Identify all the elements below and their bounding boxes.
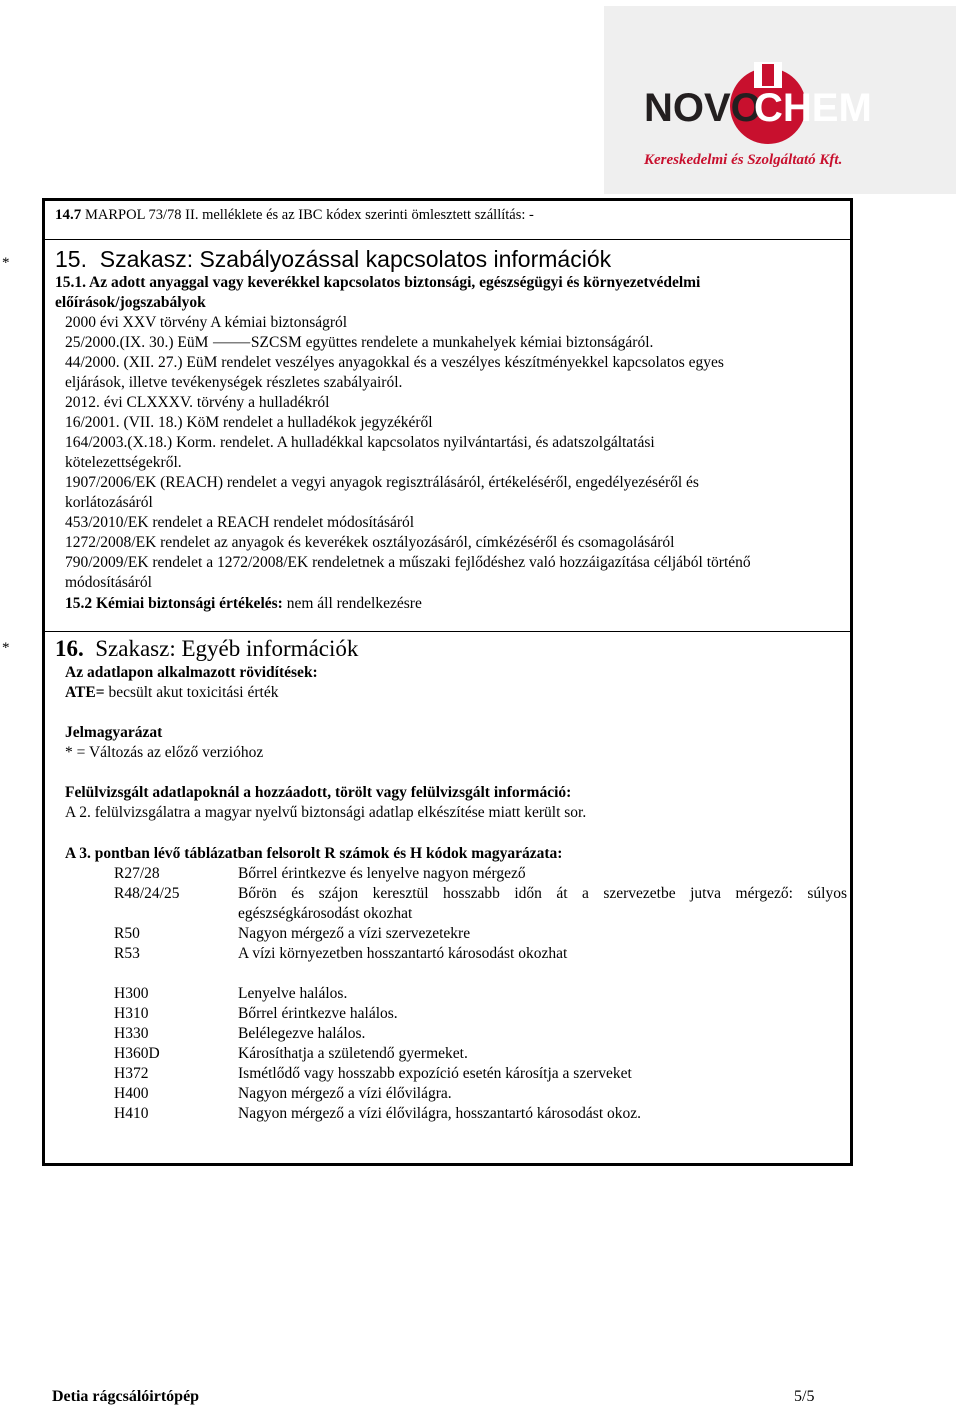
novochem-logo-graphic xyxy=(604,6,956,194)
regulation-line: 2000 évi XXV törvény A kémiai biztonságról xyxy=(65,314,348,331)
h-code-description: Károsíthatja a születendő gyermeket. xyxy=(238,1045,468,1062)
legend-text: * = Változás az előző verzióhoz xyxy=(65,744,264,761)
r-code-description: Bőrrel érintkezve és lenyelve nagyon mérgező xyxy=(238,865,526,882)
r-code: R27/28 xyxy=(114,865,160,882)
r-code-description-cont: egészségkárosodást okozhat xyxy=(238,905,413,922)
regulation-line: 25/2000.(IX. 30.) EüM ⸻SZCSM együttes rendelete a munkahelyek kémiai biztonságáról. xyxy=(65,334,654,351)
section-15-1-heading: 15.1. Az adott anyaggal vagy keverékkel kapcsolatos biztonsági, egészségügyi és környezetvédelmi xyxy=(55,274,701,291)
r-code: R50 xyxy=(114,925,140,942)
revision-text: A 2. felülvizsgálatra a magyar nyelvű biztonsági adatlap elkészítése miatt került sor. xyxy=(65,804,587,821)
regulation-line: 16/2001. (VII. 18.) KöM rendelet a hulladékok jegyzékéről xyxy=(65,414,433,431)
regulation-line: 2012. évi CLXXXV. törvény a hulladékról xyxy=(65,394,330,411)
r-code: R48/24/25 xyxy=(114,885,180,902)
h-code-description: Bőrrel érintkezve halálos. xyxy=(238,1005,398,1022)
r-code-description: A vízi környezetben hosszantartó károsodást okozhat xyxy=(238,945,568,962)
r-code-description: Nagyon mérgező a vízi szervezetekre xyxy=(238,925,471,942)
logo-brand-right: CHEM xyxy=(754,86,872,130)
regulation-line: kötelezettségekről. xyxy=(65,454,182,471)
regulation-line: korlátozásáról xyxy=(65,494,153,511)
section-15-heading: 15. Szakasz: Szabályozással kapcsolatos információk xyxy=(55,246,612,272)
h-code: H400 xyxy=(114,1085,149,1102)
r-code-description: Bőrön és szájon keresztül hosszabb időn át a szervezetbe jutva mérgező: súlyos xyxy=(238,885,847,902)
divider xyxy=(45,239,850,240)
footer-product-name: Detia rágcsálóirtópép xyxy=(52,1388,200,1405)
logo-subtitle: Kereskedelmi és Szolgáltató Kft. xyxy=(644,152,843,168)
h-code: H300 xyxy=(114,985,149,1002)
section-16-heading: 16. Szakasz: Egyéb információk xyxy=(55,636,359,661)
ate-definition: ATE= becsült akut toxicitási érték xyxy=(65,684,279,701)
section-15-1-heading-cont: előírások/jogszabályok xyxy=(55,294,206,311)
change-marker-15: * xyxy=(2,255,10,271)
regulation-line: 453/2010/EK rendelet a REACH rendelet módosításáról xyxy=(65,514,415,531)
regulation-line: 790/2009/EK rendelet a 1272/2008/EK rendeletnek a műszaki fejlődéshez való hozzáigazítása céljából történő xyxy=(65,554,751,571)
logo-brand-left: NOVO xyxy=(644,86,762,130)
divider xyxy=(45,631,850,632)
company-logo xyxy=(604,6,956,194)
regulation-line: módosításáról xyxy=(65,574,152,591)
h-code: H410 xyxy=(114,1105,149,1122)
regulation-line: 1272/2008/EK rendelet az anyagok és keverékek osztályozásáról, címkézéséről és csomagolásáról xyxy=(65,534,675,551)
h-code: H330 xyxy=(114,1025,149,1042)
h-code: H372 xyxy=(114,1065,149,1082)
h-code: H310 xyxy=(114,1005,149,1022)
regulation-line: 1907/2006/EK (REACH) rendelet a vegyi anyagok regisztrálásáról, értékeléséről, engedélyezéséről és xyxy=(65,474,699,491)
r-code: R53 xyxy=(114,945,140,962)
regulation-line: eljárások, illetve tevékenységek részletes szabályairól. xyxy=(65,374,403,391)
section-15-2: 15.2 Kémiai biztonsági értékelés: nem áll rendelkezésre xyxy=(65,595,422,612)
change-marker-16: * xyxy=(2,640,10,656)
h-code-description: Nagyon mérgező a vízi élővilágra. xyxy=(238,1085,452,1102)
h-code-description: Lenyelve halálos. xyxy=(238,985,348,1002)
h-code-description: Belélegezve halálos. xyxy=(238,1025,366,1042)
section-14-7: 14.7 MARPOL 73/78 II. melléklete és az IBC kódex szerinti ömlesztett szállítás: - xyxy=(55,207,534,223)
h-code-description: Nagyon mérgező a vízi élővilágra, hosszantartó károsodást okoz. xyxy=(238,1105,642,1122)
codes-heading: A 3. pontban lévő táblázatban felsorolt R számok és H kódok magyarázata: xyxy=(65,845,563,862)
legend-heading: Jelmagyarázat xyxy=(65,724,163,741)
h-code-description: Ismétlődő vagy hosszabb expozíció esetén károsítja a szerveket xyxy=(238,1065,632,1082)
footer-page-number: 5/5 xyxy=(794,1388,815,1405)
h-code: H360D xyxy=(114,1045,160,1062)
regulation-line: 164/2003.(X.18.) Korm. rendelet. A hulladékkal kapcsolatos nyilvántartási, és adatszolgáltatási xyxy=(65,434,655,451)
document-frame xyxy=(42,198,853,1166)
revision-heading: Felülvizsgált adatlapoknál a hozzáadott, törölt vagy felülvizsgált információ: xyxy=(65,784,572,801)
abbreviations-heading: Az adatlapon alkalmazott rövidítések: xyxy=(65,664,318,681)
regulation-line: 44/2000. (XII. 27.) EüM rendelet veszélyes anyagokkal és a veszélyes készítményekkel kapcsolatos egyes xyxy=(65,354,724,371)
